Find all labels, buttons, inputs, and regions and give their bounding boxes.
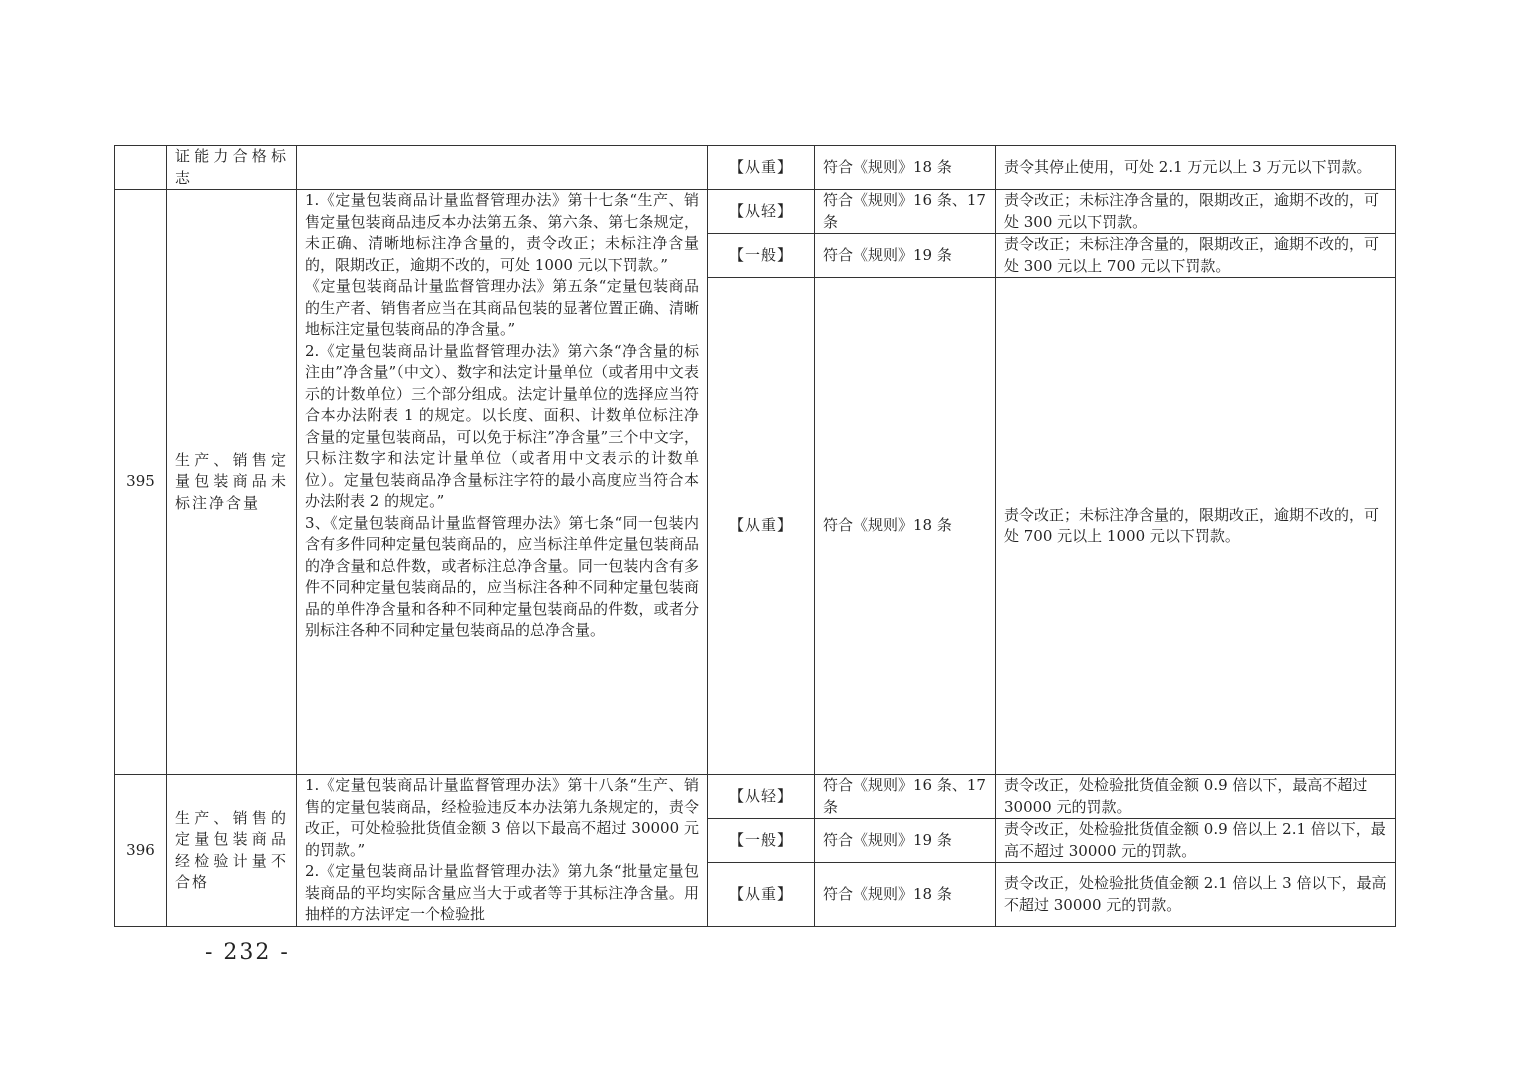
discretion-level: 【从轻】 [708, 190, 815, 234]
table-row [115, 146, 1396, 190]
penalty-standard: 责令改正；未标注净含量的，限期改正，逾期不改的，可处 700 元以上 1000 元以下罚款。 [996, 278, 1396, 775]
discretion-level: 【从轻】 [708, 775, 815, 819]
table-row [115, 190, 1396, 234]
penalty-standard: 责令改正；未标注净含量的，限期改正，逾期不改的，可处 300 元以上 700 元以下罚款。 [996, 234, 1396, 278]
violation-name: 生产、销售定量包装商品未标注净含量 [167, 190, 297, 775]
applicable-condition: 符合《规则》18 条 [815, 863, 996, 927]
applicable-condition: 符合《规则》18 条 [815, 278, 996, 775]
basis-paragraph: 2.《定量包装商品计量监督管理办法》第九条“批量定量包装商品的平均实际含量应当大于或者等于其标注净含量。用抽样的方法评定一个检验批 [305, 862, 699, 923]
discretion-level: 【从重】 [708, 278, 815, 775]
discretion-level: 【从重】 [708, 146, 815, 190]
discretion-level: 【一般】 [708, 819, 815, 863]
discretion-level: 【一般】 [708, 234, 815, 278]
discretion-level: 【从重】 [708, 863, 815, 927]
penalty-table [114, 145, 1396, 927]
basis-paragraph: 3、《定量包装商品计量监督管理办法》第七条“同一包装内含有多件同种定量包装商品的，应当标注单件定量包装商品的净含量和总件数，或者标注总净含量。同一包装内含有多件不同种定量包装商品的，应当标注各种不同种定量包装商品的单件净含量和各种不同种定量包装商品的件数，或者分别标注各种不同种定量包装商品的总净含量。 [305, 513, 699, 639]
legal-basis [297, 190, 708, 775]
item-number: 396 [115, 775, 167, 927]
violation-name: 证能力合格标志 [167, 146, 297, 190]
item-number [115, 146, 167, 190]
basis-paragraph: 1.《定量包装商品计量监督管理办法》第十八条“生产、销售的定量包装商品，经检验违反本办法第九条规定的，责令改正，可处检验批货值金额 3 倍以下最高不超过 30000 元的罚款。” [305, 776, 699, 859]
basis-paragraph: 2.《定量包装商品计量监督管理办法》第六条“净含量的标注由”净含量”（中文）、数字和法定计量单位（或者用中文表示的计数单位）三个部分组成。法定计量单位的选择应当符合本办法附表 1 的规定。以长度、面积、计数单位标注净含量的定量包装商品，可以免于标注”净含量”三个中文字，只标注数字和法定计量单位（或者用中文表示的计数单位）。定量包装商品净含量标注字符的最小高度应当符合本办法附表 2 的规定。” [305, 341, 699, 510]
item-number: 395 [115, 190, 167, 775]
penalty-standard: 责令改正，处检验批货值金额 2.1 倍以上 3 倍以下，最高不超过 30000 元的罚款。 [996, 863, 1396, 927]
basis-paragraph: 《定量包装商品计量监督管理办法》第五条“定量包装商品的生产者、销售者应当在其商品包装的显著位置正确、清晰地标注定量包装商品的净含量。” [305, 277, 699, 338]
legal-basis [297, 775, 708, 927]
penalty-standard: 责令改正，处检验批货值金额 0.9 倍以下，最高不超过 30000 元的罚款。 [996, 775, 1396, 819]
violation-name: 生产、销售的定量包装商品经检验计量不合格 [167, 775, 297, 927]
applicable-condition: 符合《规则》19 条 [815, 234, 996, 278]
applicable-condition: 符合《规则》18 条 [815, 146, 996, 190]
applicable-condition: 符合《规则》19 条 [815, 819, 996, 863]
page-number: - 232 - [205, 940, 290, 965]
penalty-standard: 责令改正；未标注净含量的，限期改正，逾期不改的，可处 300 元以下罚款。 [996, 190, 1396, 234]
penalty-standard: 责令改正，处检验批货值金额 0.9 倍以上 2.1 倍以下，最高不超过 30000 元的罚款。 [996, 819, 1396, 863]
table-row [115, 775, 1396, 819]
penalty-standard: 责令其停止使用，可处 2.1 万元以上 3 万元以下罚款。 [996, 146, 1396, 190]
legal-basis [297, 146, 708, 190]
basis-paragraph: 1.《定量包装商品计量监督管理办法》第十七条“生产、销售定量包装商品违反本办法第五条、第六条、第七条规定，未正确、清晰地标注净含量的，责令改正；未标注净含量的，限期改正，逾期不改的，可处 1000 元以下罚款。” [305, 191, 699, 274]
applicable-condition: 符合《规则》16 条、17 条 [815, 775, 996, 819]
applicable-condition: 符合《规则》16 条、17 条 [815, 190, 996, 234]
